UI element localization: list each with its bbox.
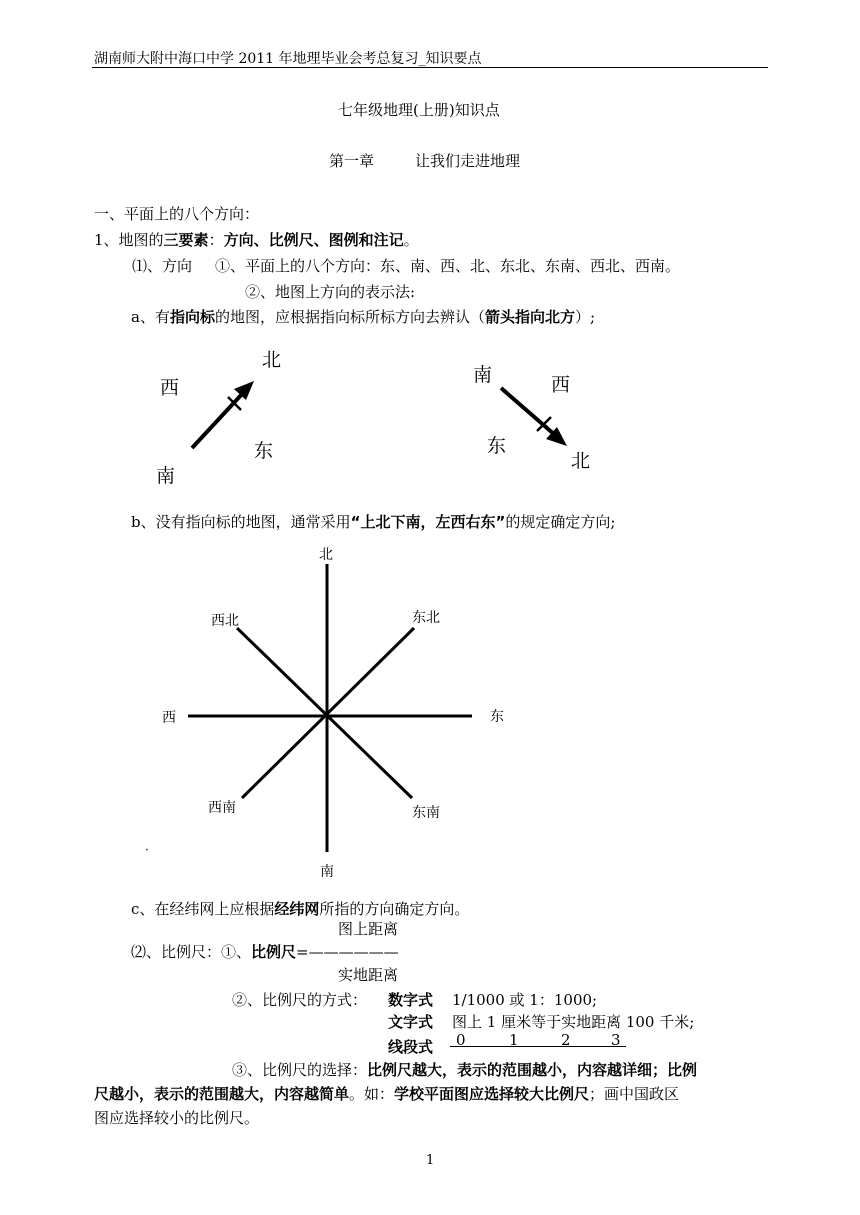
a-part-3: ）; [575, 308, 596, 326]
arrow2-west-label: 西 [551, 374, 571, 396]
direction-line-1: ①、平面上的八个方向：东、南、西、北、东北、东南、西北、西南。 [215, 257, 681, 275]
line-scale-bar [450, 1046, 626, 1047]
direction-line-2: ②、地图上方向的表示法: [245, 283, 416, 301]
item-1-end: 。 [403, 231, 419, 249]
arrow2-shaft [501, 388, 555, 435]
choice-part-2: ；画中国政区 [589, 1085, 680, 1103]
scale-tick-2: 2 [561, 1031, 571, 1049]
section-heading: 一、平面上的八个方向： [94, 205, 260, 223]
north-arrow-figure-1 [150, 340, 300, 490]
c-part-2: 所指的方向确定方向。 [319, 900, 470, 918]
text-scale-value: 图上 1 厘米等于实地距离 100 千米; [452, 1013, 695, 1031]
north-arrow-figure-2 [465, 355, 615, 480]
compass-west-label: 西 [162, 710, 176, 726]
arrow1-east-label: 东 [254, 440, 274, 462]
page-header: 湖南师大附中海口中学 2011 年地理毕业会考总复习_知识要点 [94, 51, 482, 67]
arrow1-south-label: 南 [156, 465, 176, 487]
compass-southwest-label: 西南 [208, 800, 236, 816]
scale-tick-3: 3 [611, 1031, 621, 1049]
item-1-prefix: 1、地图的 [94, 231, 164, 249]
direction-c [131, 898, 469, 919]
a-bold-2: 箭头指向北方 [484, 308, 575, 326]
a-bold-1: 指向标 [169, 308, 215, 326]
arrow1-shaft [192, 393, 243, 448]
numeric-scale-label: 数字式 [388, 991, 434, 1009]
direction-label: ⑴、方向 [132, 257, 193, 275]
scale-equals: =—————— [296, 943, 399, 961]
direction-a [131, 306, 595, 327]
compass-southeast-label: 东南 [412, 805, 440, 821]
compass-south-label: 南 [320, 864, 334, 880]
compass-nw-se-line [237, 628, 412, 798]
scale-choice-line-2 [94, 1083, 679, 1104]
c-part-1: c、在经纬网上应根据 [131, 900, 275, 918]
scale-line [131, 941, 399, 962]
arrow2-south-label: 南 [473, 364, 493, 386]
page-title: 七年级地理(上册)知识点 [338, 101, 500, 119]
compass-north-label: 北 [319, 547, 333, 563]
a-part-1: a、有 [131, 308, 170, 326]
scale-label: ⑵、比例尺：①、 [131, 943, 252, 961]
a-part-2: 的地图，应根据指向标所标方向去辨认（ [214, 308, 485, 326]
c-bold-1: 经纬网 [274, 900, 320, 918]
item-1-bold-1: 三要素 [163, 231, 209, 249]
chapter-number: 第一章 [329, 152, 375, 170]
text-scale-label: 文字式 [388, 1013, 434, 1031]
b-bold-1: “上北下南，左西右东” [350, 513, 506, 531]
choice-bold-2: 尺越小，表示的范围越大，内容越简单 [94, 1085, 350, 1103]
eight-direction-compass [150, 540, 520, 880]
choice-part-1: 。如： [349, 1085, 395, 1103]
scale-choice-line-3: 图应选择较小的比例尺。 [94, 1109, 260, 1127]
scale-numerator: 图上距离 [338, 920, 399, 938]
compass-northeast-label: 东北 [412, 610, 440, 626]
numeric-scale-value: 1/1000 或 1：1000; [452, 991, 598, 1009]
scale-choice-line-1 [232, 1059, 697, 1080]
direction-b [131, 511, 615, 532]
scale-tick-0: 0 [456, 1031, 466, 1049]
scale-bold: 比例尺 [251, 943, 297, 961]
scale-ways-label: ②、比例尺的方式： [232, 991, 368, 1009]
compass-east-label: 东 [490, 709, 504, 725]
arrow1-north-label: 北 [262, 349, 282, 371]
arrow2-north-label: 北 [571, 450, 591, 472]
item-1-bold-2: 方向、比例尺、图例和注记 [223, 231, 404, 249]
header-rule [92, 67, 768, 68]
item-1-sep: ： [208, 231, 224, 249]
choice-prefix: ③、比例尺的选择： [232, 1061, 368, 1079]
line-scale-label: 线段式 [388, 1038, 434, 1056]
arrow2-east-label: 东 [487, 435, 507, 457]
page-number: 1 [426, 1153, 435, 1168]
b-part-1: b、没有指向标的地图，通常采用 [131, 513, 351, 531]
stray-dot: · [145, 843, 149, 857]
choice-bold-1: 比例尺越大，表示的范围越小，内容越详细；比例 [367, 1061, 698, 1079]
choice-bold-3: 学校平面图应选择较大比例尺 [394, 1085, 590, 1103]
scale-tick-1: 1 [509, 1031, 519, 1049]
b-part-2: 的规定确定方向; [505, 513, 616, 531]
scale-denominator: 实地距离 [338, 966, 399, 984]
compass-northwest-label: 西北 [211, 613, 239, 629]
chapter-name: 让我们走进地理 [415, 152, 521, 170]
arrow1-west-label: 西 [160, 377, 180, 399]
item-1 [94, 229, 419, 250]
